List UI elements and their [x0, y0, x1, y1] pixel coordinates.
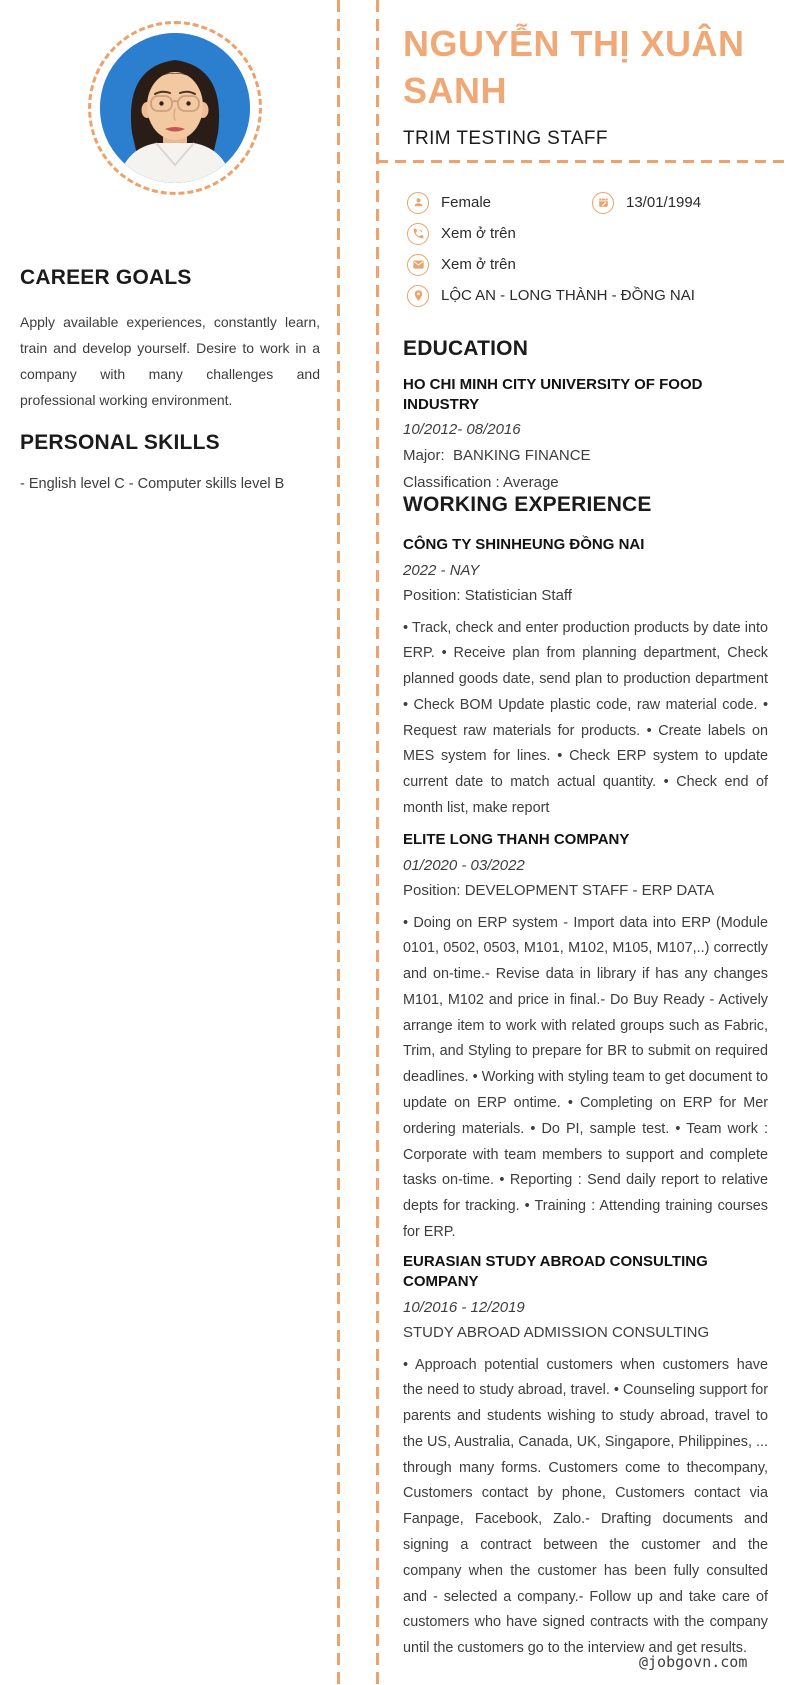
- experience-position: STUDY ABROAD ADMISSION CONSULTING: [403, 1324, 710, 1341]
- personal-skills-section: [20, 431, 320, 495]
- education-section: [403, 337, 768, 495]
- calendar-icon: [592, 192, 614, 214]
- birthday-value: 13/01/1994: [626, 194, 702, 211]
- experience-entry: [403, 830, 768, 1246]
- experience-company: ELITE LONG THANH COMPANY: [403, 831, 630, 848]
- career-goals-section: [20, 266, 320, 413]
- contact-row-gender-birthday: [403, 187, 790, 218]
- contact-address: [403, 285, 695, 307]
- contact-gender: [403, 192, 491, 214]
- portrait-illustration: [100, 33, 250, 183]
- career-goals-heading: CAREER GOALS: [20, 266, 192, 289]
- address-value: LỘC AN - LONG THÀNH - ĐỒNG NAI: [441, 287, 695, 304]
- experience-position: Position: Statistician Staff: [403, 587, 572, 604]
- gender-value: Female: [441, 194, 492, 211]
- column-divider-dashed-line-1: [337, 0, 340, 1685]
- profile-photo: [100, 33, 250, 183]
- education-heading: EDUCATION: [403, 337, 529, 360]
- candidate-name: NGUYỄN THỊ XUÂN SANH: [403, 23, 745, 111]
- candidate-job-title: TRIM TESTING STAFF: [403, 128, 608, 149]
- experience-details: • Doing on ERP system - Import data into ERP (Module 0101, 0502, 0503, M101, M102, M105, M107,..) correctly and on-time.- Revise data in library if has any changes M101, M102 and price in final.- Do Buy Ready - Actively arrange item to work with related groups such as Fabric, Trim, and Styling to prepare for BR to submit on required deadlines. • Working with styling team to get document to update on ERP ontime. • Completing on ERP for Mer ordering materials. • Do PI, sample test. • Team work : Corporate with team members to support and complete tasks on-time. • Reporting : Send daily report to relative depts for tracking. • Training : Attending training courses for ERP.: [403, 914, 768, 1241]
- contact-email: [403, 254, 516, 276]
- header-divider-dashed-line: [377, 160, 790, 163]
- experience-period: 10/2016 - 12/2019: [403, 1299, 525, 1316]
- email-value: Xem ở trên: [441, 256, 516, 273]
- personal-skills-heading: PERSONAL SKILLS: [20, 431, 220, 454]
- contact-row-email: [403, 249, 790, 280]
- phone-icon: [407, 223, 429, 245]
- site-watermark: @jobgovn.com: [639, 1653, 748, 1671]
- contact-info: [403, 187, 790, 311]
- experience-entry: [403, 1252, 768, 1662]
- education-school: HO CHI MINH CITY UNIVERSITY OF FOOD INDUSTRY: [403, 376, 703, 413]
- location-pin-icon: [407, 285, 429, 307]
- experience-company: CÔNG TY SHINHEUNG ĐỒNG NAI: [403, 536, 645, 553]
- contact-row-address: [403, 280, 790, 311]
- education-classification: Classification : Average: [403, 473, 559, 491]
- experience-details: • Track, check and enter production products by date into ERP. • Receive plan from planning department, Check planned goods date, send plan to production department • Check BOM Update plastic code, raw material code. • Request raw materials for products. • Create labels on MES system for lines. • Check ERP system to update current date to match actual quantity. • Check end of month list, make report: [403, 619, 768, 817]
- contact-phone: [403, 223, 516, 245]
- experience-period: 2022 - NAY: [403, 562, 480, 579]
- profile-photo-ring: [88, 21, 262, 195]
- personal-skills-text: - English level C - Computer skills level B: [20, 476, 285, 492]
- experience-details: • Approach potential customers when customers have the need to study abroad, travel. • Counseling support for parents and students wishing to study abroad, travel to the US, Australia, Canada, UK, Singapore, Philippines, ... through many forms. Customers come to thecompany, Customers contact by phone, Customers contact via Fanpage, Facebook, Zalo.- Drafting documents and signing a contract between the customer and the company when the customer has been fully consulted and - selected a company.- Follow up and take care of customers who have signed contracts with the company until the customers go to the interview and get results.: [403, 1356, 768, 1657]
- contact-row-phone: [403, 218, 790, 249]
- experience-period: 01/2020 - 03/2022: [403, 857, 525, 874]
- person-icon: [407, 192, 429, 214]
- column-divider-dashed-line-2: [376, 0, 379, 1685]
- experience-company: EURASIAN STUDY ABROAD CONSULTING COMPANY: [403, 1253, 708, 1290]
- experience-entry: [403, 535, 768, 822]
- education-period: 10/2012- 08/2016: [403, 421, 521, 438]
- career-goals-text: Apply available experiences, constantly learn, train and develop yourself. Desire to work in a company with many challenges and professional working environment.: [20, 314, 320, 408]
- phone-value: Xem ở trên: [441, 225, 516, 242]
- email-icon: [407, 254, 429, 276]
- working-experience-heading: WORKING EXPERIENCE: [403, 493, 652, 516]
- contact-birthday: [588, 187, 701, 218]
- cv-header: [403, 0, 768, 151]
- experience-position: Position: DEVELOPMENT STAFF - ERP DATA: [403, 882, 715, 899]
- education-major: Major: BANKING FINANCE: [403, 447, 591, 464]
- working-experience-section: [403, 493, 768, 1657]
